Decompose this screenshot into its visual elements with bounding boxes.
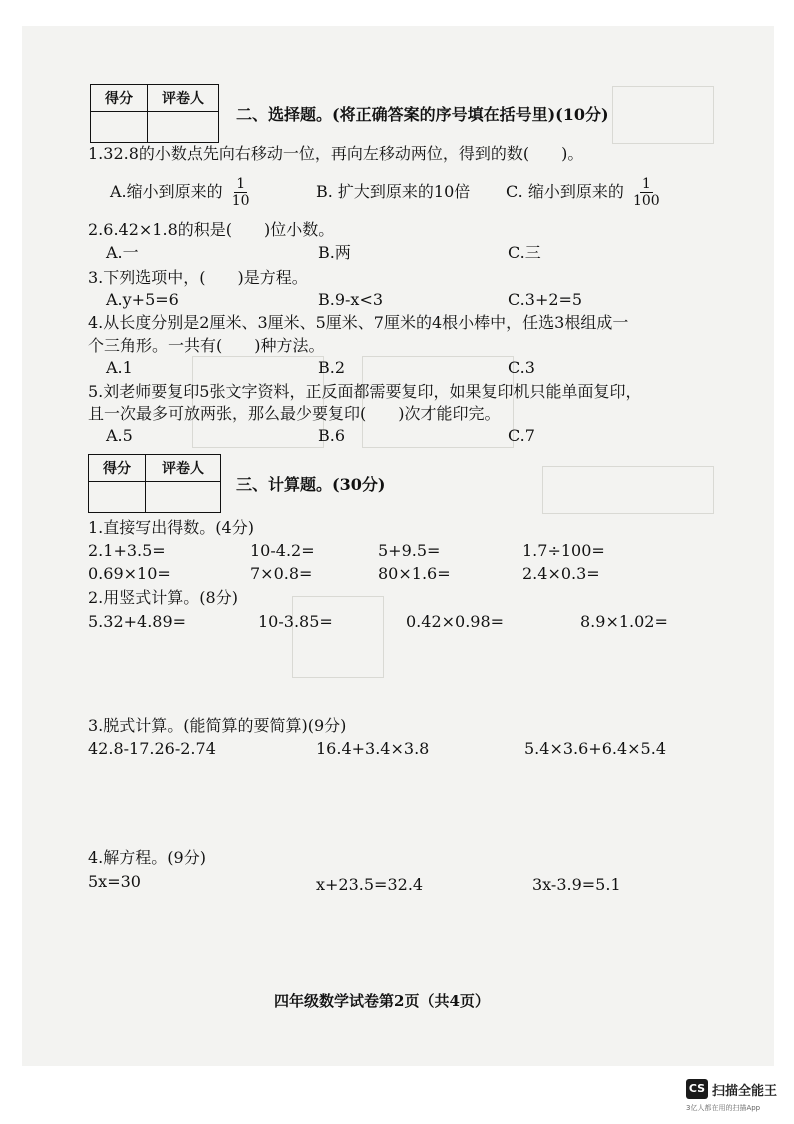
- oral-calc-item: 1.7÷100=: [522, 541, 605, 560]
- question-4-stem-line2: 个三角形。一共有( )种方法。: [88, 336, 325, 355]
- grader-header: 评卷人: [146, 455, 221, 482]
- question-1-option-b: B. 扩大到原来的10倍: [316, 182, 471, 201]
- question-1-option-a: [110, 176, 252, 209]
- vertical-calc-item: 10-3.85=: [258, 612, 333, 631]
- scanner-tagline: 3亿人都在用的扫描App: [686, 1104, 761, 1112]
- fraction-one-hundredth: [631, 176, 662, 209]
- vertical-calc-item: 0.42×0.98=: [406, 612, 505, 631]
- fraction-numerator: 1: [236, 176, 246, 192]
- option-c-text: C. 缩小到原来的: [506, 182, 624, 201]
- show-through-box: [362, 356, 514, 448]
- question-5-option-a: A.5: [106, 426, 133, 445]
- score-table-section3: [88, 454, 221, 513]
- stepwise-calc-item: 5.4×3.6+6.4×5.4: [524, 739, 666, 758]
- question-2-option-c: C.三: [508, 243, 541, 262]
- vertical-calc-item: 8.9×1.02=: [580, 612, 668, 631]
- oral-calc-item: 10-4.2=: [250, 541, 315, 560]
- grader-header: 评卷人: [148, 85, 219, 112]
- equation-item: x+23.5=32.4: [316, 875, 424, 894]
- question-4-option-c: C.3: [508, 358, 535, 377]
- show-through-box: [542, 466, 714, 514]
- show-through-box: [192, 356, 324, 448]
- fraction-denominator: 10: [231, 193, 250, 209]
- stepwise-calc-item: 42.8-17.26-2.74: [88, 739, 216, 758]
- fraction-numerator: 1: [641, 176, 651, 192]
- oral-calc-item: 2.1+3.5=: [88, 541, 166, 560]
- part-2-title: 2.用竖式计算。(8分): [88, 588, 238, 607]
- equation-item: 5x=30: [88, 872, 141, 891]
- score-cell[interactable]: [89, 482, 146, 513]
- section3-title: 三、计算题。(30分): [236, 475, 386, 494]
- question-2-option-b: B.两: [318, 243, 351, 262]
- part-3-title: 3.脱式计算。(能简算的要简算)(9分): [88, 716, 347, 735]
- question-5-stem-line2: 且一次最多可放两张，那么最少要复印( )次才能印完。: [88, 404, 501, 423]
- question-3-option-a: A.y+5=6: [106, 290, 179, 309]
- fraction-one-tenth: [230, 176, 252, 209]
- question-3-option-c: C.3+2=5: [508, 290, 583, 309]
- oral-calc-item: 80×1.6=: [378, 564, 451, 583]
- question-2-stem: 2.6.42×1.8的积是( )位小数。: [88, 220, 335, 239]
- scanner-logo-icon: CS: [686, 1079, 708, 1099]
- part-1-title: 1.直接写出得数。(4分): [88, 518, 254, 537]
- equation-item: 3x-3.9=5.1: [532, 875, 621, 894]
- question-5-option-b: B.6: [318, 426, 346, 445]
- show-through-box: [292, 596, 384, 678]
- section2-title: 二、选择题。(将正确答案的序号填在括号里)(10分): [236, 105, 609, 124]
- oral-calc-item: 2.4×0.3=: [522, 564, 600, 583]
- question-4-stem-line1: 4.从长度分别是2厘米、3厘米、5厘米、7厘米的4根小棒中，任选3根组成一: [88, 313, 629, 332]
- question-3-option-b: B.9-x<3: [318, 290, 384, 309]
- page-footer: 四年级数学试卷第2页（共4页）: [274, 992, 490, 1010]
- question-2-option-a: A.一: [106, 243, 139, 262]
- question-1-stem: 1.32.8的小数点先向右移动一位，再向左移动两位，得到的数( )。: [88, 144, 584, 163]
- score-cell[interactable]: [91, 112, 148, 143]
- question-5-stem-line1: 5.刘老师要复印5张文字资料，正反面都需要复印，如果复印机只能单面复印，: [88, 382, 642, 401]
- stepwise-calc-item: 16.4+3.4×3.8: [316, 739, 430, 758]
- part-4-title: 4.解方程。(9分): [88, 848, 206, 867]
- scanner-app-name: 扫描全能王: [712, 1084, 778, 1099]
- question-4-option-b: B.2: [318, 358, 346, 377]
- question-1-option-c: [506, 176, 662, 209]
- oral-calc-item: 5+9.5=: [378, 541, 441, 560]
- oral-calc-item: 0.69×10=: [88, 564, 171, 583]
- grader-cell[interactable]: [148, 112, 219, 143]
- score-header: 得分: [89, 455, 146, 482]
- score-header: 得分: [91, 85, 148, 112]
- show-through-box: [612, 86, 714, 144]
- score-table-section2: [90, 84, 219, 143]
- question-5-option-c: C.7: [508, 426, 535, 445]
- vertical-calc-item: 5.32+4.89=: [88, 612, 187, 631]
- oral-calc-item: 7×0.8=: [250, 564, 313, 583]
- grader-cell[interactable]: [146, 482, 221, 513]
- fraction-denominator: 100: [632, 193, 660, 209]
- exam-page: [22, 26, 774, 1066]
- option-a-text: A.缩小到原来的: [110, 182, 223, 201]
- question-3-stem: 3.下列选项中，( )是方程。: [88, 268, 308, 287]
- question-4-option-a: A.1: [106, 358, 133, 377]
